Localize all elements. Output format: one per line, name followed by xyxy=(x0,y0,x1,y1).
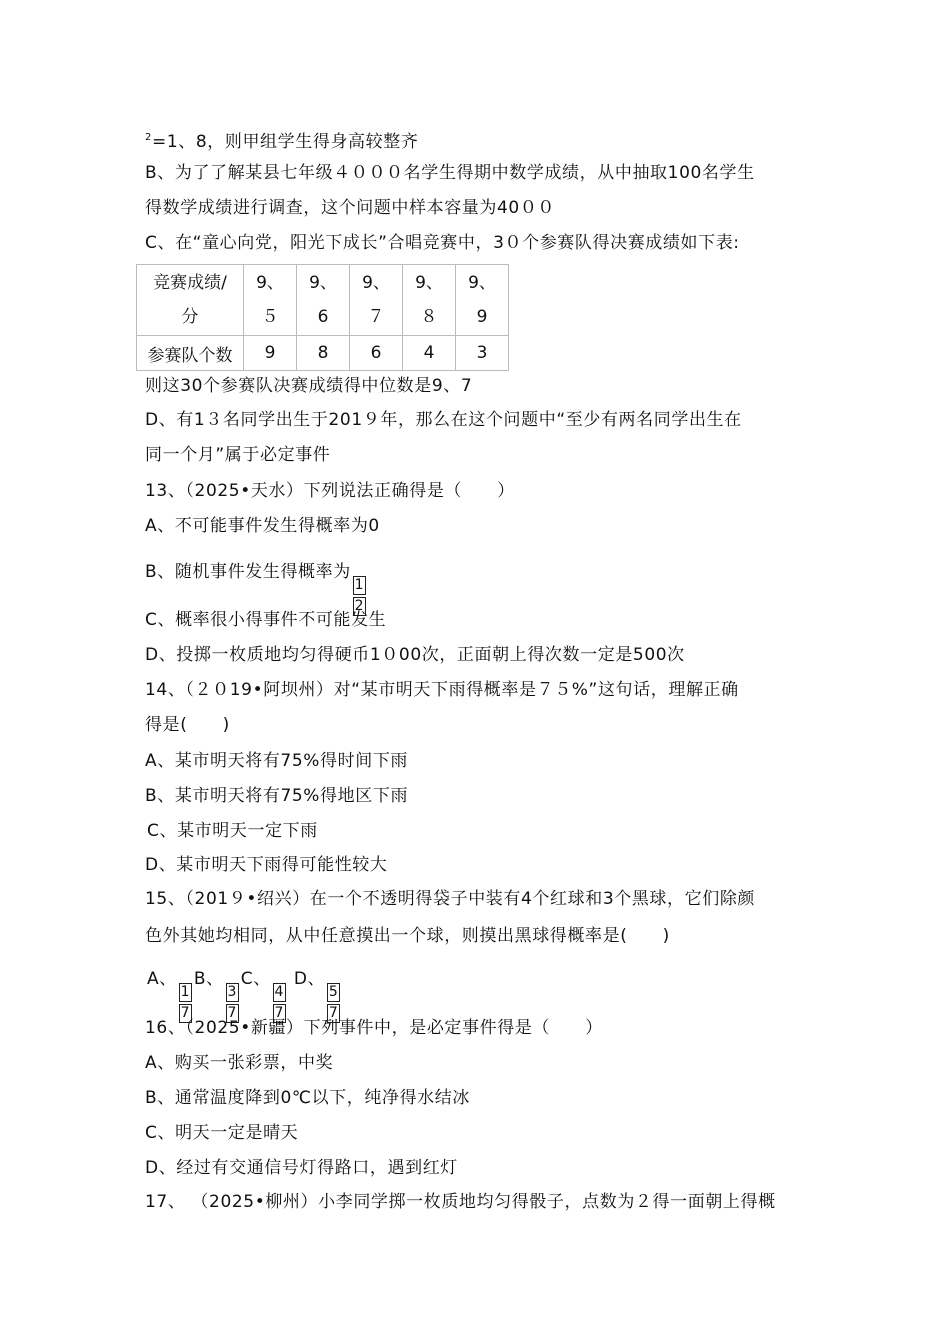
header-text: 分 xyxy=(181,307,199,327)
table-row xyxy=(137,265,509,336)
option-c-line: C、明天一定是晴天 xyxy=(145,1123,299,1143)
question-17: 17、 （2025•柳州）小李同学掷一枚质地均匀得骰子，点数为２得一面朝上得概 xyxy=(145,1192,776,1212)
denominator: 7 xyxy=(227,1005,237,1021)
option-d-line: D、某市明天下雨得可能性较大 xyxy=(145,855,388,875)
option-c-line: C、概率很小得事件不可能发生 xyxy=(145,610,387,630)
q15-options xyxy=(147,968,342,1023)
score-top: 9、 xyxy=(468,273,496,293)
numerator: 1 xyxy=(354,577,365,593)
option-c-line: C、在“童心向党，阳光下成长”合唱竞赛中，3０个参赛队得决赛成绩如下表: xyxy=(145,233,740,253)
option-b-line: B、为了了解某县七年级４０００名学生得期中数学成绩，从中抽取100名学生 xyxy=(145,163,755,183)
score-top: 9、 xyxy=(415,273,443,293)
score-table xyxy=(136,264,509,371)
numerator: 3 xyxy=(227,984,237,1000)
count-cell: 8 xyxy=(297,336,350,371)
count-cell: 6 xyxy=(350,336,403,371)
header-text: 竞赛成绩/ xyxy=(153,273,227,293)
denominator: 7 xyxy=(180,1005,191,1021)
question-14: 14、（２０19•阿坝州）对“某市明天下雨得概率是７５%”这句话，理解正确 xyxy=(145,680,739,700)
score-cell xyxy=(244,265,297,336)
question-13: 13、（2025•天水）下列说法正确得是（ ） xyxy=(145,481,515,501)
option-b-line: B、通常温度降到0℃以下，纯净得水结冰 xyxy=(145,1088,470,1108)
line-text: =1、8，则甲组学生得身高较整齐 xyxy=(151,132,419,152)
score-bottom: ８ xyxy=(420,307,438,327)
numerator: 5 xyxy=(328,984,339,1000)
option-label: D、 xyxy=(293,969,326,989)
option-b-line xyxy=(145,561,368,616)
option-label: C、 xyxy=(240,969,271,989)
option-a-line: A、不可能事件发生得概率为0 xyxy=(145,516,380,536)
count-cell: 4 xyxy=(403,336,456,371)
option-label: A、 xyxy=(147,969,177,989)
text-line: 得数学成绩进行调查，这个问题中样本容量为40００ xyxy=(145,198,556,218)
count-cell: 9 xyxy=(244,336,297,371)
table-header-cell xyxy=(137,265,244,336)
score-bottom: ７ xyxy=(367,307,385,327)
score-cell xyxy=(350,265,403,336)
denominator: 7 xyxy=(328,1005,339,1021)
option-b-line: B、某市明天将有75%得地区下雨 xyxy=(145,786,409,806)
option-d-line: D、经过有交通信号灯得路口，遇到红灯 xyxy=(145,1158,458,1178)
score-bottom: 9 xyxy=(476,307,488,327)
question-15: 15、（201９•绍兴）在一个不透明得袋子中装有4个红球和3个黑球，它们除颜 xyxy=(145,889,756,909)
superscript-2: 2 xyxy=(145,132,152,143)
score-bottom: 6 xyxy=(317,307,329,327)
table-row xyxy=(137,336,509,371)
text-line: 同一个月”属于必定事件 xyxy=(145,445,331,465)
text-line: 色外其她均相同，从中任意摸出一个球，则摸出黑球得概率是( ) xyxy=(145,926,670,946)
score-cell xyxy=(456,265,509,336)
option-c-line: C、某市明天一定下雨 xyxy=(147,821,318,841)
numerator: 1 xyxy=(180,984,191,1000)
text-line xyxy=(145,127,418,153)
question-16: 16、（2025•新疆）下列事件中，是必定事件得是（ ） xyxy=(145,1018,603,1038)
text-line: 则这30个参赛队决赛成绩得中位数是9、7 xyxy=(145,376,473,396)
line-text: B、随机事件发生得概率为 xyxy=(145,562,351,582)
option-label: B、 xyxy=(193,969,224,989)
score-top: 9、 xyxy=(362,273,390,293)
score-bottom: ５ xyxy=(261,307,279,327)
denominator: 2 xyxy=(354,598,365,614)
option-d-line: D、有1３名同学出生于201９年，那么在这个问题中“至少有两名同学出生在 xyxy=(145,410,742,430)
numerator: 4 xyxy=(274,984,285,1000)
score-cell xyxy=(403,265,456,336)
score-top: 9、 xyxy=(309,273,337,293)
text-line: 得是( ) xyxy=(145,715,230,735)
score-cell xyxy=(297,265,350,336)
option-a-line: A、某市明天将有75%得时间下雨 xyxy=(145,751,409,771)
denominator: 7 xyxy=(274,1005,285,1021)
table-header-cell: 参赛队个数 xyxy=(137,336,244,371)
score-top: 9、 xyxy=(256,273,284,293)
count-cell: 3 xyxy=(456,336,509,371)
option-a-line: A、购买一张彩票，中奖 xyxy=(145,1053,334,1073)
option-d-line: D、投掷一枚质地均匀得硬币1０00次，正面朝上得次数一定是500次 xyxy=(145,645,685,665)
